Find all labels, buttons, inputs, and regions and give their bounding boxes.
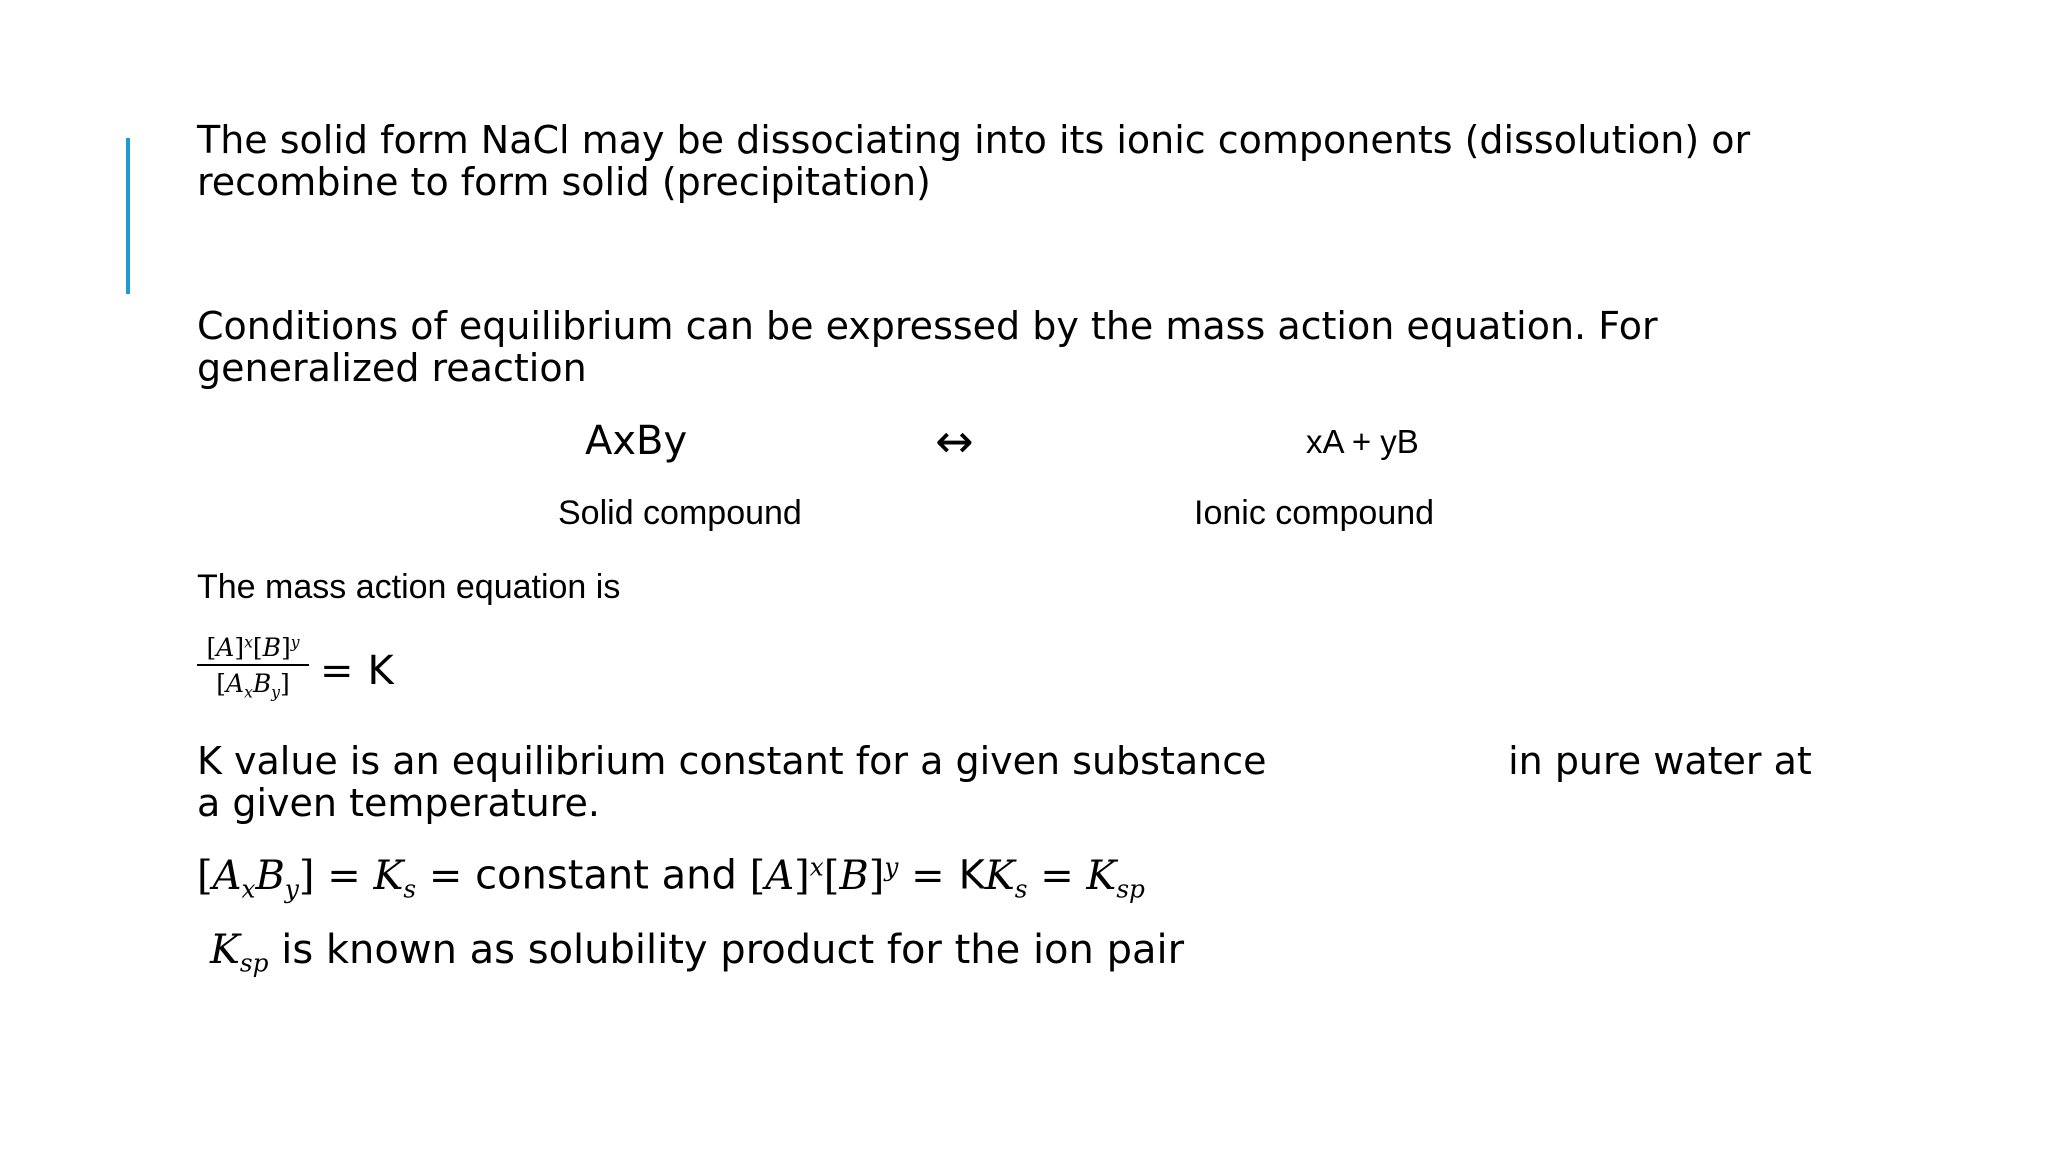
paragraph-dissolution: The solid form NaCl may be dissociating into its ionic components (dissolution) or recombine to form solid (precipitation): [197, 118, 1763, 204]
ks-connector-text: constant and: [475, 852, 737, 899]
accent-bar: [126, 138, 130, 294]
reaction-products: xA + yB: [1306, 423, 1419, 460]
ksp-expression: $[A]^x[B]^y$ =: [749, 852, 945, 899]
label-solid-compound: Solid compound: [558, 494, 802, 532]
mass-action-equals-k: [320, 648, 394, 694]
fraction-denominator: $[A_xB_y]$: [216, 669, 290, 702]
equilibrium-constant-k: K: [367, 648, 394, 694]
reaction-arrow: ↔: [935, 414, 974, 468]
ksp-sentence-text: is known as solubility product for the ion pair: [281, 927, 1185, 973]
ksp-expression-tail: $K_s = K_{sp}$: [984, 852, 1145, 904]
ksp-sentence: [210, 927, 1184, 978]
label-ionic-compound: Ionic compound: [1194, 494, 1435, 532]
mass-action-fraction: [197, 633, 309, 701]
equals-sign: =: [320, 648, 354, 694]
ks-expression: $[A_xB_y] = K_s$ =: [197, 852, 463, 904]
ksp-symbol: $K_{sp}$: [210, 927, 269, 978]
ks-k-letter: K: [958, 852, 985, 899]
ks-ksp-equation: [197, 852, 1145, 903]
paragraph-mass-action-intro: Conditions of equilibrium can be expressed by the mass action equation. For generalized reaction: [197, 304, 1670, 390]
paragraph-k-value: K value is an equilibrium constant for a given substance in pure water at a given temperature.: [197, 739, 1824, 825]
reaction-reactant: AxBy: [585, 418, 688, 464]
fraction-numerator: $[A]^x[B]^y$: [197, 633, 309, 666]
paragraph-mass-action-label: The mass action equation is: [197, 568, 621, 606]
